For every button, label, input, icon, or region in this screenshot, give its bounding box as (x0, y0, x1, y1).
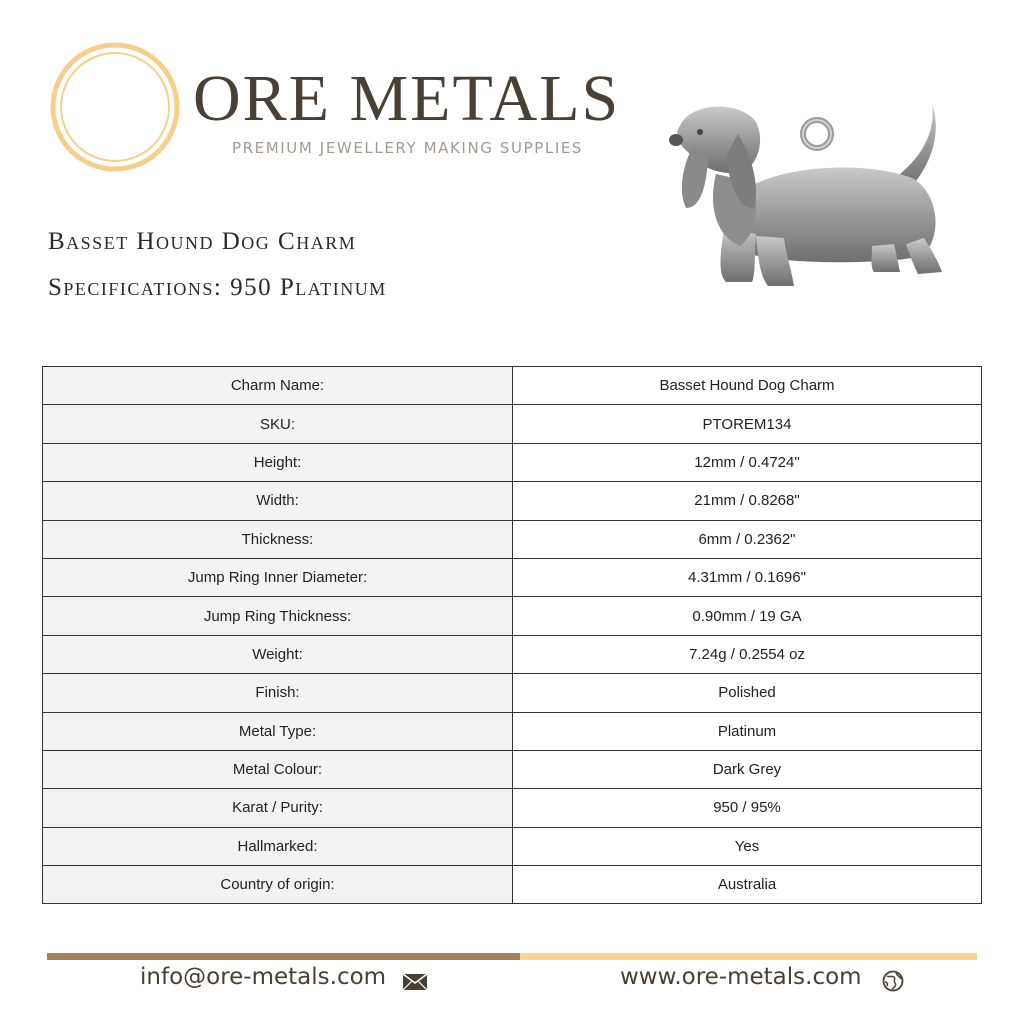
spec-value: PTOREM134 (513, 405, 982, 443)
spec-value: Platinum (513, 712, 982, 750)
table-row (43, 367, 982, 405)
table-row (43, 520, 982, 558)
spec-label: Width: (43, 482, 513, 520)
spec-label: Hallmarked: (43, 827, 513, 865)
spec-label: Charm Name: (43, 367, 513, 405)
spec-value: Yes (513, 827, 982, 865)
spec-value: Dark Grey (513, 750, 982, 788)
spec-value: Australia (513, 866, 982, 904)
spec-value: 7.24g / 0.2554 oz (513, 635, 982, 673)
spec-value: 950 / 95% (513, 789, 982, 827)
spec-label: Karat / Purity: (43, 789, 513, 827)
spec-value: 21mm / 0.8268" (513, 482, 982, 520)
table-row (43, 712, 982, 750)
spec-label: Jump Ring Thickness: (43, 597, 513, 635)
brand-name: ORE METALS (193, 62, 621, 135)
product-image (660, 96, 960, 306)
spec-label: SKU: (43, 405, 513, 443)
spec-label: Jump Ring Inner Diameter: (43, 558, 513, 596)
table-row (43, 443, 982, 481)
footer-website[interactable]: www.ore-metals.com (620, 964, 862, 990)
table-row (43, 405, 982, 443)
footer-email[interactable]: info@ore-metals.com (140, 964, 387, 990)
spec-label: Weight: (43, 635, 513, 673)
specifications-table (42, 366, 982, 904)
spec-value: 6mm / 0.2362" (513, 520, 982, 558)
spec-value: 4.31mm / 0.1696" (513, 558, 982, 596)
footer-bar-left (47, 953, 520, 960)
table-row (43, 750, 982, 788)
spec-label: Metal Type: (43, 712, 513, 750)
table-row (43, 597, 982, 635)
product-title: Basset Hound Dog Charm (48, 228, 357, 255)
globe-icon (882, 970, 904, 992)
logo-rings (49, 41, 181, 173)
spec-value: Basset Hound Dog Charm (513, 367, 982, 405)
brand-tagline: PREMIUM JEWELLERY MAKING SUPPLIES (232, 139, 584, 157)
spec-value: 0.90mm / 19 GA (513, 597, 982, 635)
table-row (43, 674, 982, 712)
spec-label: Thickness: (43, 520, 513, 558)
table-row (43, 558, 982, 596)
table-row (43, 866, 982, 904)
spec-label: Finish: (43, 674, 513, 712)
spec-label: Country of origin: (43, 866, 513, 904)
spec-label: Metal Colour: (43, 750, 513, 788)
spec-value: Polished (513, 674, 982, 712)
table-row (43, 482, 982, 520)
product-specifications-heading: Specifications: 950 Platinum (48, 274, 387, 301)
mail-icon (402, 973, 428, 991)
spec-label: Height: (43, 443, 513, 481)
spec-value: 12mm / 0.4724" (513, 443, 982, 481)
table-row (43, 827, 982, 865)
footer-bar-right (520, 953, 977, 960)
table-row (43, 789, 982, 827)
table-row (43, 635, 982, 673)
